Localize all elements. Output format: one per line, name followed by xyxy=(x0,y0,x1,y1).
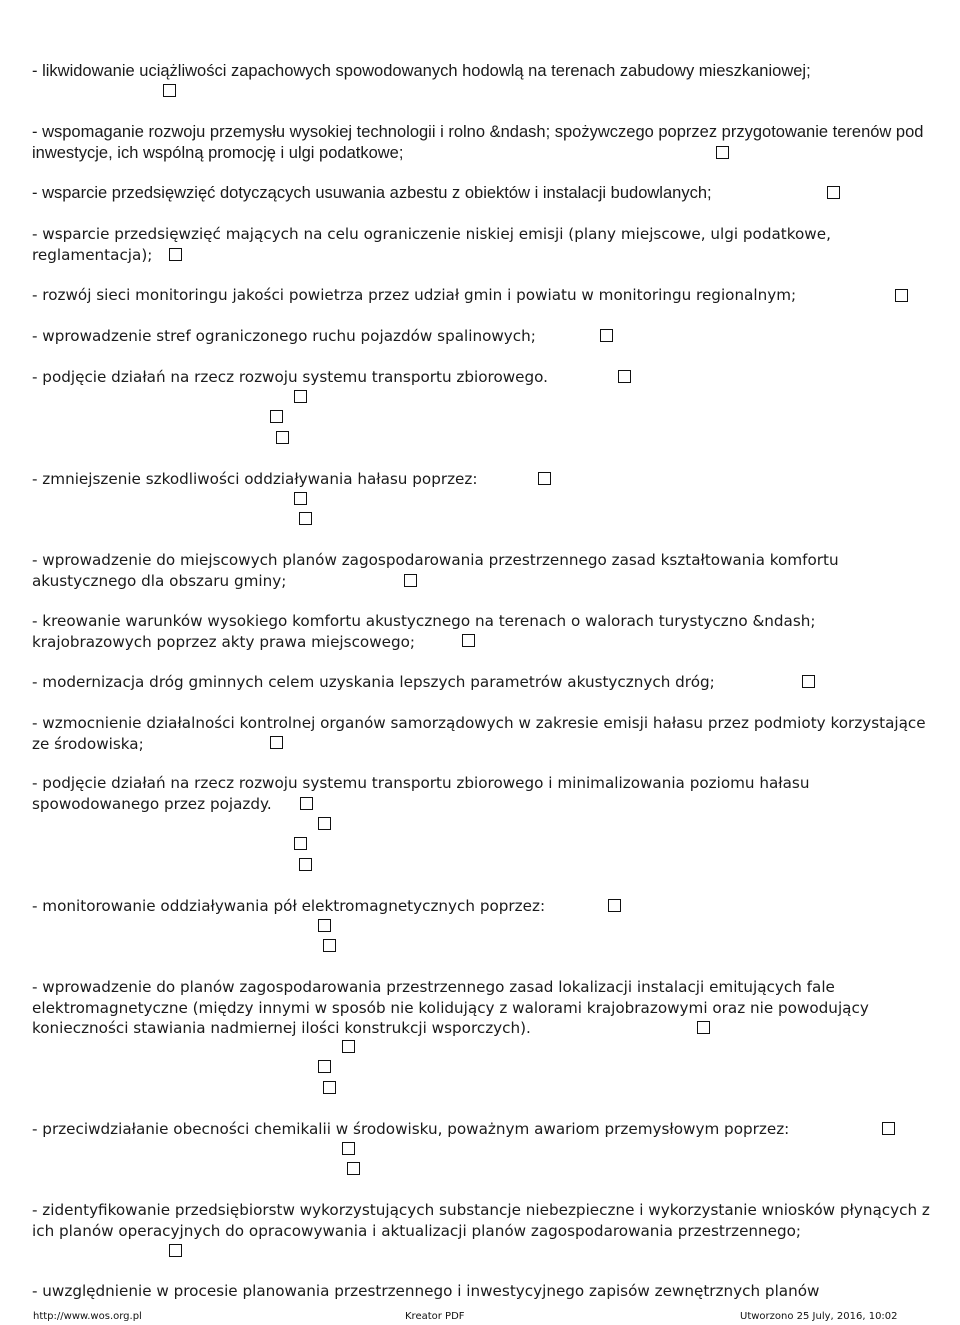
missing-glyph-box xyxy=(323,1081,336,1094)
paragraph-hazardous-companies: - zidentyfikowanie przedsiębiorstw wykorzystujących substancje niebezpieczne i wykorzystanie wniosków płynących z ich planów operacyjnych do opracowywania i aktualizacji planów zagospodarowania przestrzennego; xyxy=(32,1201,935,1240)
missing-glyph-box xyxy=(802,675,815,688)
footer-creator: Kreator PDF xyxy=(405,1311,465,1322)
missing-glyph-box xyxy=(276,431,289,444)
footer-timestamp: Utworzono 25 July, 2016, 10:02 xyxy=(740,1311,898,1322)
paragraph-road-modernization: - modernizacja dróg gminnych celem uzyskania lepszych parametrów akustycznych dróg; xyxy=(32,673,715,691)
paragraph-external-plans: - uwzględnienie w procesie planowania przestrzennego i inwestycyjnego zapisów zewnętrznych planów xyxy=(32,1282,820,1300)
missing-glyph-box xyxy=(163,84,176,97)
footer-url-link[interactable]: http://www.wos.org.pl xyxy=(33,1311,142,1322)
footer-divider xyxy=(30,1309,930,1310)
paragraph-low-emission: - wsparcie przedsięwzięć mających na celu ograniczenie niskiej emisji (plany miejscowe, ulgi podatkowe, reglamentacja); xyxy=(32,225,836,264)
missing-glyph-box xyxy=(716,146,729,159)
paragraph-transport-noise: - podjęcie działań na rzecz rozwoju systemu transportu zbiorowego i minimalizowania poziomu hałasu spowodowanego przez pojazdy. xyxy=(32,774,815,813)
paragraph-odor: - likwidowanie uciążliwości zapachowych spowodowanych hodowlą na terenach zabudowy mieszkaniowej; xyxy=(32,62,811,80)
missing-glyph-box xyxy=(342,1142,355,1155)
missing-glyph-box xyxy=(347,1162,360,1175)
missing-glyph-box xyxy=(462,634,475,647)
missing-glyph-box xyxy=(608,899,621,912)
missing-glyph-box xyxy=(895,289,908,302)
missing-glyph-box xyxy=(697,1021,710,1034)
missing-glyph-box xyxy=(169,1244,182,1257)
paragraph-acoustic-plans: - wprowadzenie do miejscowych planów zagospodarowania przestrzennego zasad kształtowania komfortu akustycznego dla obszaru gminy; xyxy=(32,551,844,590)
missing-glyph-box xyxy=(169,248,182,261)
paragraph-em-heading: - monitorowanie oddziaływania pół elektromagnetycznych poprzez: xyxy=(32,897,546,915)
missing-glyph-box xyxy=(270,736,283,749)
paragraph-chemicals-heading: - przeciwdziałanie obecności chemikalii w środowisku, poważnym awariom przemysłowym poprzez: xyxy=(32,1120,790,1138)
missing-glyph-box xyxy=(882,1122,895,1135)
missing-glyph-box xyxy=(294,837,307,850)
paragraph-air-monitoring: - rozwój sieci monitoringu jakości powietrza przez udział gmin i powiatu w monitoringu regionalnym; xyxy=(32,286,797,304)
paragraph-acoustic-comfort: - kreowanie warunków wysokiego komfortu akustycznego na terenach o walorach turystyczno &ndash; krajobrazowych poprzez akty prawa miejscowego; xyxy=(32,612,821,651)
missing-glyph-box xyxy=(600,329,613,342)
missing-glyph-box xyxy=(294,492,307,505)
paragraph-em-plans: - wprowadzenie do planów zagospodarowania przestrzennego zasad lokalizacji instalacji emitujących fale elektromagnetyczne (między innymi w sposób nie kolidujący z walorami krajobrazowymi oraz nie powodujący konieczności stawiania nadmiernej ilości konstrukcji wsporczych). xyxy=(32,978,874,1037)
missing-glyph-box xyxy=(342,1040,355,1053)
missing-glyph-box xyxy=(299,512,312,525)
missing-glyph-box xyxy=(318,919,331,932)
missing-glyph-box xyxy=(270,410,283,423)
missing-glyph-box xyxy=(827,186,840,199)
paragraph-asbestos: - wsparcie przedsięwzięć dotyczących usuwania azbestu z obiektów i instalacji budowlanych; xyxy=(32,184,712,202)
missing-glyph-box xyxy=(618,370,631,383)
missing-glyph-box xyxy=(299,858,312,871)
paragraph-noise-control: - wzmocnienie działalności kontrolnej organów samorządowych w zakresie emisji hałasu przez podmioty korzystające ze środowiska; xyxy=(32,714,931,753)
paragraph-traffic-zones: - wprowadzenie stref ograniczonego ruchu pojazdów spalinowych; xyxy=(32,327,536,345)
missing-glyph-box xyxy=(323,939,336,952)
missing-glyph-box xyxy=(300,797,313,810)
paragraph-public-transport: - podjęcie działań na rzecz rozwoju systemu transportu zbiorowego. xyxy=(32,368,549,386)
missing-glyph-box xyxy=(294,390,307,403)
paragraph-noise-heading: - zmniejszenie szkodliwości oddziaływania hałasu poprzez: xyxy=(32,470,478,488)
missing-glyph-box xyxy=(404,574,417,587)
paragraph-technology: - wspomaganie rozwoju przemysłu wysokiej technologii i rolno &ndash; spożywczego poprzez przygotowanie terenów pod inwestycje, ich wspólną promocję i ulgi podatkowe; xyxy=(32,123,929,162)
missing-glyph-box xyxy=(318,1060,331,1073)
missing-glyph-box xyxy=(538,472,551,485)
missing-glyph-box xyxy=(318,817,331,830)
